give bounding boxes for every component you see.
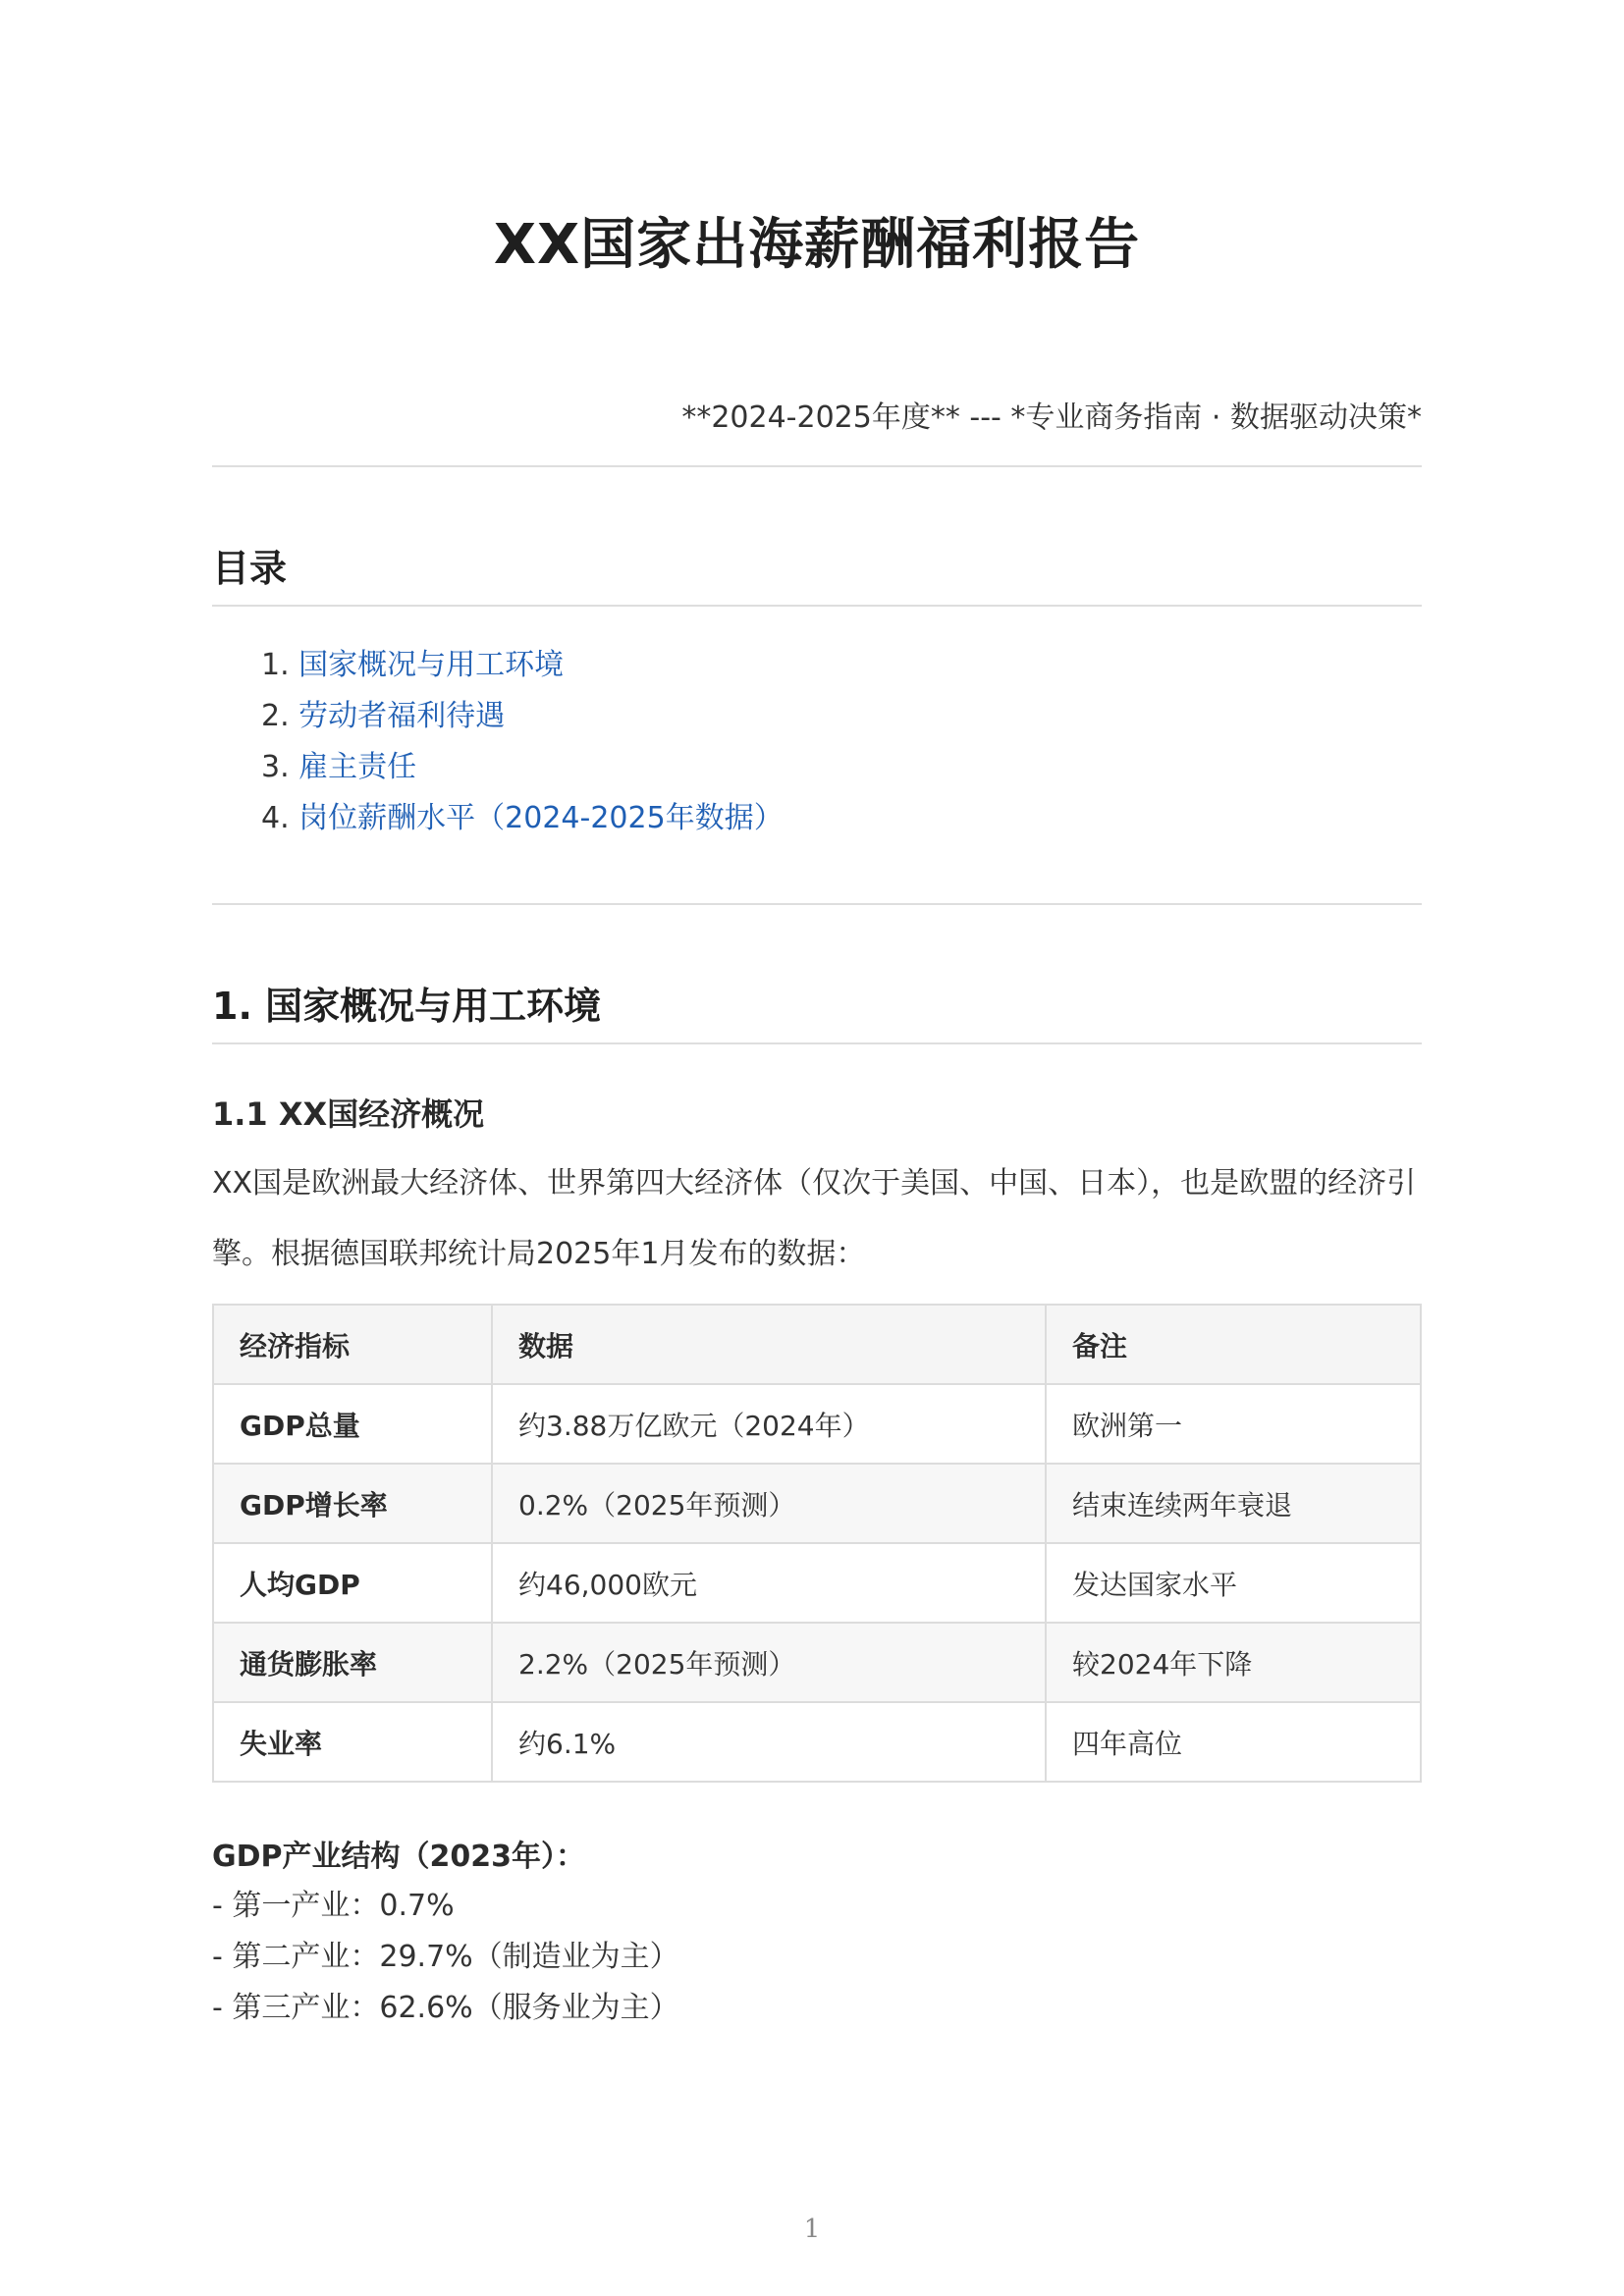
table-cell: 约46,000欧元 <box>492 1543 1046 1623</box>
table-header-cell: 数据 <box>492 1305 1046 1384</box>
toc-link-country-overview[interactable]: 国家概况与用工环境 <box>298 648 565 682</box>
divider <box>212 1042 1422 1044</box>
table-cell: 发达国家水平 <box>1046 1543 1421 1623</box>
gdp-structure-title: GDP产业结构（2023年）： <box>212 1840 586 1874</box>
list-item: - 第二产业：29.7%（制造业为主） <box>212 1940 679 1974</box>
toc-item-number: 4. <box>261 801 290 835</box>
subsection-heading: 1.1 XX国经济概况 <box>212 1095 485 1133</box>
table-row <box>213 1464 1421 1543</box>
table-cell: 0.2%（2025年预测） <box>492 1464 1046 1543</box>
gdp-structure-list <box>212 1881 679 2034</box>
table-of-contents <box>261 640 784 844</box>
page-number: 1 <box>803 2215 821 2244</box>
document-title: XX国家出海薪酬福利报告 <box>493 213 1141 277</box>
table-cell: 较2024年下降 <box>1046 1623 1421 1702</box>
table-cell: 约3.88万亿欧元（2024年） <box>492 1384 1046 1464</box>
table-cell: 人均GDP <box>213 1543 492 1623</box>
table-header-row <box>213 1305 1421 1384</box>
table-cell: 四年高位 <box>1046 1702 1421 1782</box>
toc-link-employer-duties[interactable]: 雇主责任 <box>298 750 417 784</box>
toc-item <box>261 793 784 844</box>
table-cell: 结束连续两年衰退 <box>1046 1464 1421 1543</box>
list-item: - 第一产业：0.7% <box>212 1889 455 1923</box>
table-row <box>213 1543 1421 1623</box>
table-row <box>213 1623 1421 1702</box>
divider <box>212 605 1422 607</box>
toc-item-number: 2. <box>261 699 290 733</box>
table-row <box>213 1384 1421 1464</box>
table-cell: GDP总量 <box>213 1384 492 1464</box>
economy-paragraph: XX国是欧洲最大经济体、世界第四大经济体（仅次于美国、中国、日本），也是欧盟的经济引擎。根据德国联邦统计局2025年1月发布的数据： <box>212 1166 1417 1271</box>
table-cell: 约6.1% <box>492 1702 1046 1782</box>
toc-item <box>261 640 784 691</box>
economic-indicators-table <box>212 1304 1422 1783</box>
toc-link-salary-levels[interactable]: 岗位薪酬水平（2024-2025年数据） <box>298 801 784 835</box>
toc-item-number: 1. <box>261 648 290 682</box>
toc-heading: 目录 <box>212 547 288 590</box>
toc-item-number: 3. <box>261 750 290 784</box>
list-item: - 第三产业：62.6%（服务业为主） <box>212 1991 679 2025</box>
toc-item <box>261 691 784 742</box>
toc-item <box>261 742 784 793</box>
table-cell: 通货膨胀率 <box>213 1623 492 1702</box>
toc-link-worker-benefits[interactable]: 劳动者福利待遇 <box>298 699 506 733</box>
table-cell: 欧洲第一 <box>1046 1384 1421 1464</box>
section-heading: 1. 国家概况与用工环境 <box>212 985 602 1028</box>
divider <box>212 465 1422 467</box>
divider <box>212 903 1422 905</box>
table-header-cell: 经济指标 <box>213 1305 492 1384</box>
table-cell: 2.2%（2025年预测） <box>492 1623 1046 1702</box>
table-cell: GDP增长率 <box>213 1464 492 1543</box>
table-header-cell: 备注 <box>1046 1305 1421 1384</box>
table-cell: 失业率 <box>213 1702 492 1782</box>
document-subtitle: **2024-2025年度** --- *专业商务指南 · 数据驱动决策* <box>681 400 1422 435</box>
table-row <box>213 1702 1421 1782</box>
